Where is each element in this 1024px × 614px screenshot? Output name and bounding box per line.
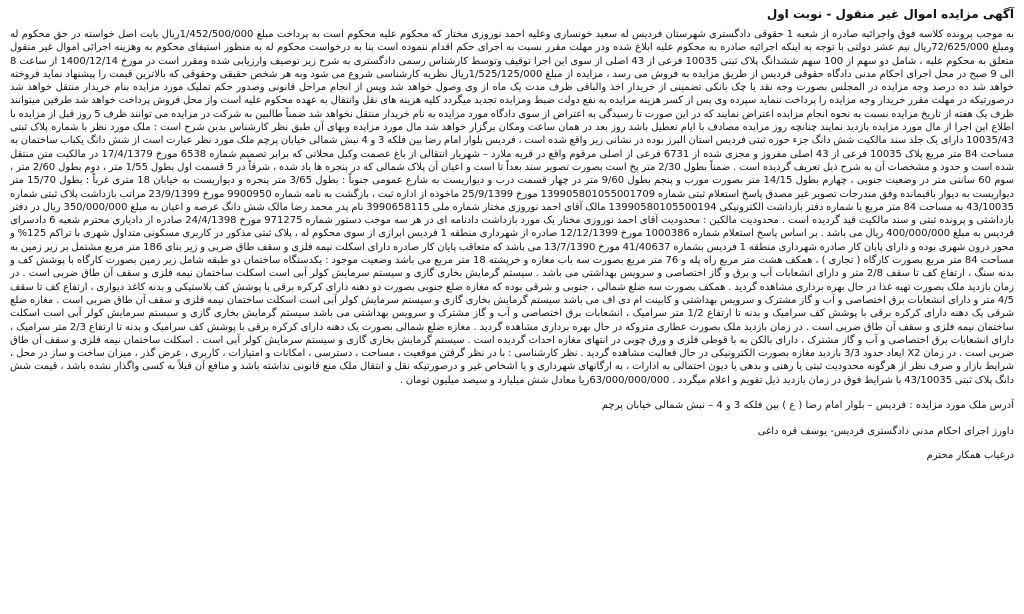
document-title: آگهی مزایده اموال غیر منقول - نوبت اول: [766, 7, 1014, 21]
document-body: به موجب پرونده کلاسه فوق واجرائیه صادره از شعبه 1 حقوقی دادگستری شهرستان فردیس له سعید خونساری وعلیه احمد نوروزی مختار که محکوم علیه محکوم است به پرداخت مبلغ 1/452/500/000ریال بابت اصل خواسته در حق محکوم له ومبلغ 72/625/000ریال نیم عشر دولتی با توجه به اینکه اجرائیه صادره به محکوم علیه ابلاغ شده ودر مهلت مقرر نسبت به اجرای حکم اقدام ننموده است بنا به درخواست محکوم له به منظور استیفای محکوم به وهزینه اجرائی اموال غیر منقول متعلق به محکوم علیه ، شامل دو سهم از 100 سهم ششدانگ پلاک ثبتی 10035 فرعی از 43 اصلی از سوی این اجرا توقیف وتوسط کارشناس رسمی دادگستری به شرح زیر توصیف وارزیابی شده ومقرر است در مورخ 1400/12/14 از ساعت 8 الی 9 صبح در محل اجرای احکام مدنی دادگاه حقوقی فردیس از طریق مزایده به فروش می رسد ، مزایده از مبلغ 1/525/125/000ریال نظریه کارشناسی شروع می شود وبه هر شخص حقیقی وحقوقی که بالاترین قیمت را پیشنهاد نماید فروخته خواهد شد ده درصد وجه مزایده در المجلس بصورت وجه نقد یا چک بانکی تضمینی از خریدار اخذ والباقی ظرف مدت یک ماه از وی وصول خواهد شد وپس از انجام مراحل قانونی وصدور حکم تملیک مورد مزایده بنام خریدار منتقل خواهد شد درصورتیکه در مهلت مقرر خریدار وجه مزایده را پرداخت ننماید سپرده وی پس از کسر هزینه مزایده به نفع دولت ضبط ومزایده تجدید میگردد کلیه هزینه های نقل وانتقال به عهده محکوم علیه است واز محل فروش پرداخت خواهد شد طرفین میتوانند ظرف یک هفته از تاریخ مزایده نسبت به نحوه انجام مزایده اعتراض نمایند که در این صورت تا رسیدگی به اعتراض از سوی دادگاه مورد مزایده به نام خریدار منتقل نخواهد شد ضمناً طالبین به شرکت در مزایده می توانند ظرف 5 روز قبل از مزایده با اطلاع این اجرا از مال مورد مزایده بازدید نمایند چنانچه روز مزایده مصادف با ایام تعطیل باشد روز بعد در همان ساعت ومکان برگزار خواهد شد مال مورد مزایده وبهای آن طبق نظر کارشناس بدین شرح است : ملک مورد نظر با شماره پلاک ثبتی 10035/43 دارای یک جلد سند مالکیت شش دانگ جزء حوزه ثبتی فردیس استان البرز بوده در نشانی زیر واقع شده است ، فردیس بلوار امام رضا بین فلکه 3 و 4 نبش شمالی خیابان پرچم ملک مورد نظر عبارت است از شش دانگ یکباب ساختمان به مساحت 84 متر مربع پلاک 10035 فرعی از 43 اصلی مفروز و مجزی شده از 6731 فرعی از اصلی مرقوم واقع در قریه ملارد – شهریار انتقالی از باغ عصمت وکیل محلاتی که برابر تصمیم شماره 6538 مورخ 17/4/1379 در مالکیت متن منتقل شده است و حدود و مشخصات آن به شرح ذیل تعریف گردیده است . ضمناً بطول 2/30 متر پخ است بصورت تصویر سند بعداً تا است و اعیان آن پلاک شمالی که در پنجره ها یاد شده ، شرقاً در 5 قسمت اول بطول 1/55 متر ، دوم بطول 2/60 متر ، سوم 60 سانتی متر در وضعیت جنوبی ، چهارم بطول 14/15 متر بصورت مورب و پنجم بطول 9/60 متر در چهار قسمت درب و دیواریست به شارع عمومی جنوباً : بطول 3/65 متر پنجره و دیواریست به خیابان 18 متری غرباً : بطول 15/70 متر دیواریست به دیوار باقیمانده وفق مندرجات تصویر غیر مصدق پاسخ استعلام ثبتی شماره 139905801055001709 مورخ 25/9/1399 ماخوذه از اداره ثبت ، بازگشت به نامه شماره 9900950 مورخ 23/9/1399 مراتب بازداشت پلاک ثبتی شماره 43/10035 به مساحت 84 متر مربع با شماره دفتر بازداشت الکترونیکی 13990580105500194 مالک آقای احمد نوروزی مختار شماره ملی 3990658115 نام پدر محمد رضا مالک شش دانگ عرصه و اعیان به مبلغ 350/000/000 ریال در دفتر بازداشتی و پرونده ثبتی و سند مالکیت قید گردیده است . محدودیت مالکین : محدودیت آقای احمد نوروزی مختار یک مورد بازداشت دادنامه ای در هر سه موجب دستور شماره 971275 مورخ 24/4/1398 صادره از دادیاری محترم شعبه 6 دادسرای فردیس به مبلغ 400/000/000 ریال می باشد . بر اساس پاسخ استعلام شماره 1000386 مورخ 12/12/1399 صادره از شهرداری منطقه 1 فردیس ابرازی از سوی محکوم له ، پلاک ثبتی مذکور در کاربری مسکونی متداول شهری با تراکم 125% و محور درون شهری بوده و دارای پایان کار صادره شهرداری منطقه 1 فردیس بشماره 41/40637 مورخ 13/7/1390 می باشد که متعاقب پایان کار صادره دارای اسکلت نیمه فلزی و سقف طاق ضربی و زیر بنای 186 متر مربع مشتمل بر زیر زمین به مساحت 84 متر مربع بصورت کارگاه ( تجاری ) ، همکف هشت متر مربع راه پله و 76 متر مربع بصورت سه باب مغازه و خرپشته 18 متر مربع می باشد وضعیت موجود : یکدستگاه ساختمان دو طبقه شامل زیر زمین بصورت کارگاه با پوشش کف و بدنه سنگ ، ارتفاع کف تا سقف 2/8 متر و دارای انشعابات آب و برق و گاز اختصاصی و سرویس بهداشتی می باشد . سیستم گرمایش بخاری گازی و سیستم سرمایش کولر آبی است اسکلت ساختمان نیمه فلزی و سقف آن طاق ضربی است . در زمان بازدید ملک بصورت تهیه غذا در حال بهره برداری مشاهده گردید . همکف بصورت سه ضلع شمالی ، جنوبی و شرقی بوده که مغازه ضلع جنوبی بصورت دو دهنه دارای کرکره برقی با پوشش کف پلاستیکی و بدنه کاغذ دیواری ، ارتفاع کف تا سقف 4/5 متر و دارای انشعابات برق اختصاصی و آب و گاز مشترک و سرویس بهداشتی و کابینت ام دی اف می باشد سیستم گرمایش بخاری گازی و سیستم سرمایش کولر آبی است اسکلت ساختمان نیمه فلزی و سقف آن طاق ضربی است . مغازه ضلع شرقی یک دهنه دارای کرکره برقی با پوشش کف سرامیک و بدنه تا ارتفاع 1/2 متر سرامیک ، انشعابات برق اختصاصی و آب و گاز مشترک و سرویس بهداشتی می باشد سیستم گرمایش بخاری گازی و سیستم سرمایش کولر آبی است اسکلت ساختمان نیمه فلزی و سقف آن طاق ضربی است . در زمان بازدید ملک بصورت عطاری متروکه در حال بهره برداری مشاهده گردید . مغازه ضلع شمالی بصورت یک دهنه دارای کرکره برقی با پوشش کف سرامیک و بدنه تا ارتفاع 2/3 متر سرامیک ، دارای انشعابات برق اختصاصی و آب و گاز مشترک ، دارای بالکن به با قوطی فلزی و ورق چوبی در انتهای مغازه احداث گردیده است . سیستم گرمایش بخاری گازی و سیستم سرمایش کولر آبی است . اسکلت ساختمان نیمه فلزی و سقف آن طاق ضربی است . در زمان X2 ایعاد حدود 3/3 بازدید مغازه بصورت الکترونیکی در حال فعالیت مشاهده گردید . نظر کارشناسی : با در نظر گرفتن موقعیت ، مساحت ، دسترسی ، امکانات و امتیازات ، کاربری ، عرض گذر ، میزان ساخت و ساز در محل ، شرایط بازار و صرف نظر از هرگونه محدودیت ثبتی یا رهنی و بدهی یا دیون احتمالی به ادارات ، به ارگانهای شهرداری و یا اشخاص غیر و درصورتیکه نقل و انتقال ملک منع قانونی نداشته باشد و منافع آن قبلاً به کسی واگذار نشده باشد ، قیمت شش دانگ پلاک ثبتی 43/10035 با شرایط فوق در زمان بازدید ذیل تقویم و اعلام میگردد . 63/000/000/000ریا معادل شش میلیارد و سیصد میلیون تومان .: [9, 29, 1015, 386]
signature-line: داورز اجرای احکام مدنی دادگستری فردیس- یوسف قره داغی: [757, 426, 1014, 438]
property-address: آدرس ملک مورد مزایده : فردیس – بلوار امام رضا ( ع ) بین فلکه 3 و 4 – نبش شمالی خیابان پرچم: [601, 400, 1014, 412]
receiver-line: درغیاب همکار محترم: [926, 450, 1014, 462]
